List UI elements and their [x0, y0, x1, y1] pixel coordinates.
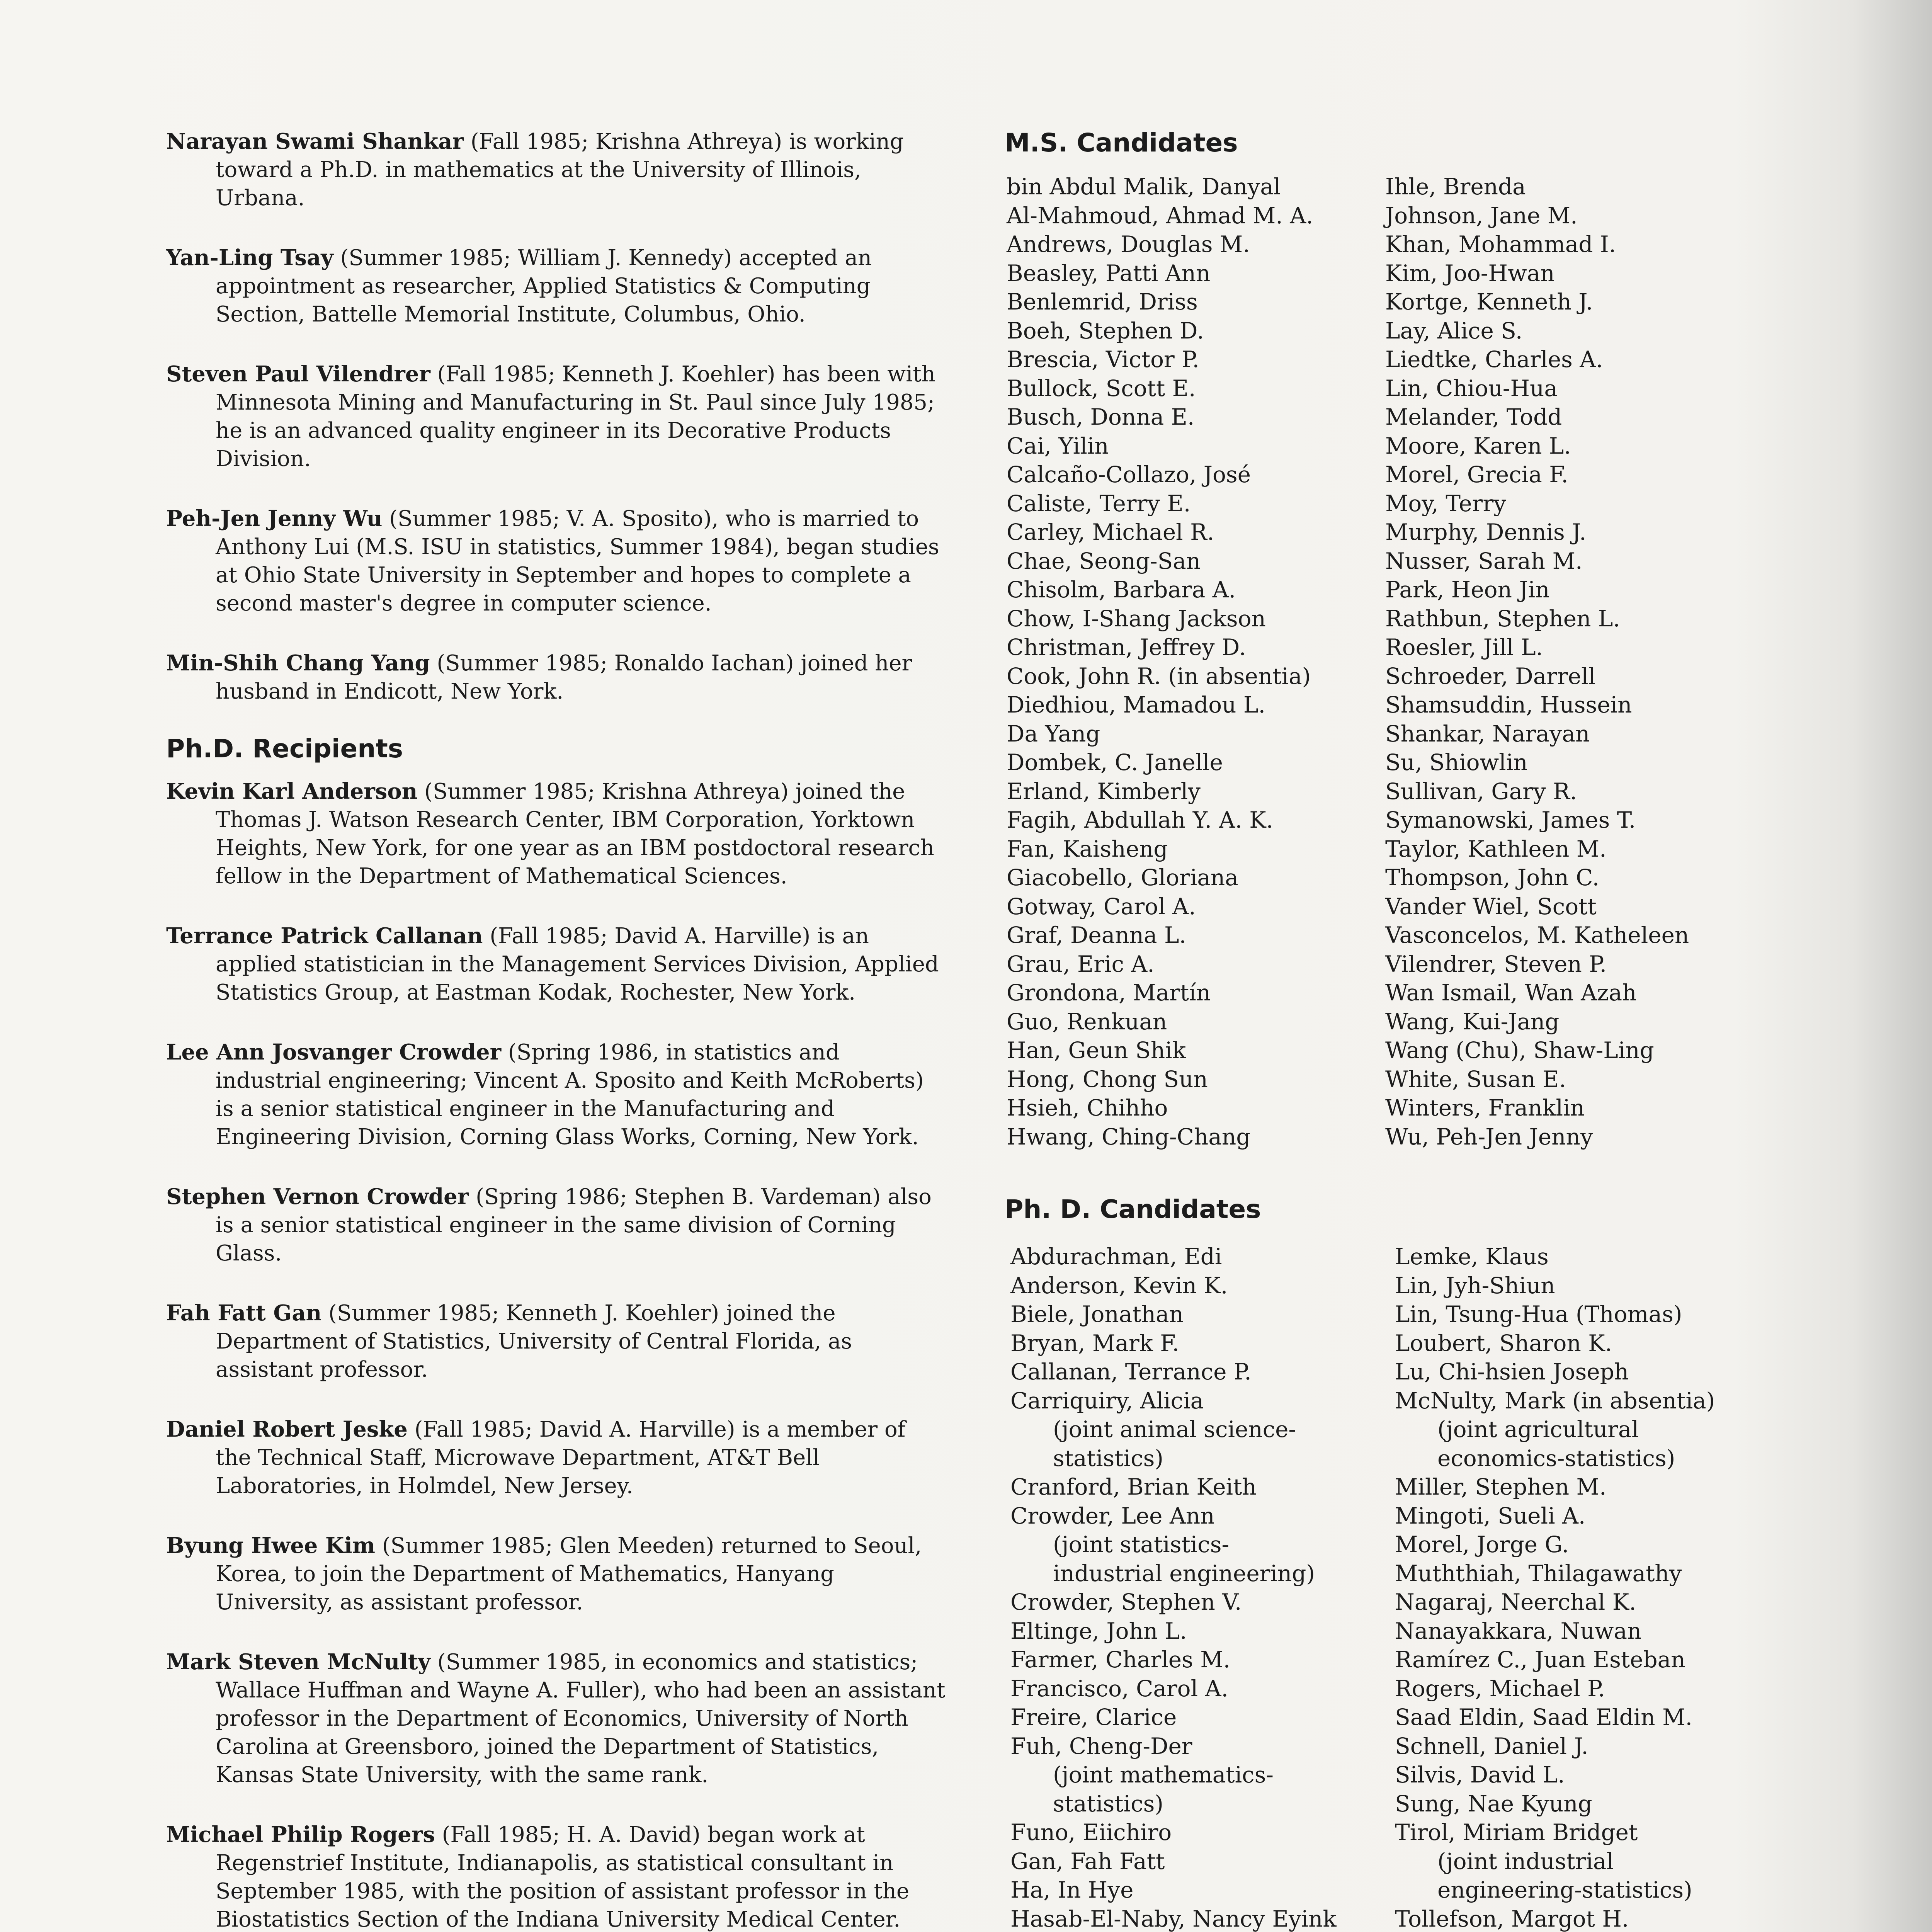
candidate-name: Hsieh, Chihho [1007, 1095, 1168, 1121]
candidate-note: (joint statistics- [1053, 1531, 1230, 1558]
candidate-name: Su, Shiowlin [1385, 749, 1528, 776]
candidate-note: (joint industrial [1437, 1848, 1614, 1874]
candidate-name: Chow, I-Shang Jackson [1007, 605, 1266, 632]
bio-entry [166, 649, 947, 706]
candidate-name: Vilendrer, Steven P. [1385, 951, 1607, 977]
candidate-name: Crowder, Lee Ann [1010, 1502, 1215, 1529]
candidate-name: Cook, John R. (in absentia) [1007, 663, 1311, 689]
bio-entry [166, 360, 947, 473]
candidate-name: Wang (Chu), Shaw-Ling [1385, 1037, 1654, 1063]
bio-text: (Summer 1985, in economics and statistics; Wallace Huffman and Wayne A. Fuller), who had been an assistant professor in the Department of Economics, University of North Carolina at Greensboro, joined the Department of Statistics, Kansas State University, with the same rank. [216, 1650, 946, 1787]
candidate-name: Bullock, Scott E. [1007, 375, 1196, 401]
ms-candidates-list-right [1385, 172, 1689, 1151]
bio-name: Narayan Swami Shankar [166, 129, 464, 154]
bio-name: Min-Shih Chang Yang [166, 650, 430, 676]
candidate-name: Ramírez C., Juan Esteban [1395, 1646, 1685, 1673]
candidate-name: Nusser, Sarah M. [1385, 548, 1583, 574]
candidate-name: Caliste, Terry E. [1007, 490, 1191, 517]
bio-text: (Summer 1985; Krishna Athreya) joined the Thomas J. Watson Research Center, IBM Corporation, Yorktown Heights, New York, for one year as an IBM postdoctoral research fellow in the Department of Mathematical Sciences. [216, 779, 934, 889]
candidate-name: Muththiah, Thilagawathy [1395, 1560, 1682, 1587]
candidate-name: Moy, Terry [1385, 490, 1506, 517]
candidate-name: Rathbun, Stephen L. [1385, 605, 1620, 632]
candidate-name: Wu, Peh-Jen Jenny [1385, 1123, 1593, 1150]
candidate-name: Han, Geun Shik [1007, 1037, 1186, 1063]
candidate-name: Freire, Clarice [1010, 1704, 1177, 1730]
candidate-name: Lemke, Klaus [1395, 1243, 1549, 1270]
candidate-name: Crowder, Stephen V. [1010, 1589, 1242, 1615]
bio-name: Yan-Ling Tsay [166, 245, 333, 270]
candidate-name: Mingoti, Sueli A. [1395, 1502, 1586, 1529]
candidate-name: Murphy, Dennis J. [1385, 519, 1587, 545]
bio-name: Byung Hwee Kim [166, 1533, 376, 1558]
candidate-name: Gan, Fah Fatt [1010, 1848, 1165, 1874]
bio-text: (Spring 1986; Stephen B. Vardeman) also is a senior statistical engineer in the same division of Corning Glass. [216, 1184, 932, 1266]
candidate-name: Loubert, Sharon K. [1395, 1330, 1612, 1356]
bio-entry [166, 1415, 947, 1500]
candidate-note: statistics) [1053, 1445, 1164, 1471]
candidate-name: Andrews, Douglas M. [1007, 231, 1250, 257]
candidate-name: Fuh, Cheng-Der [1010, 1733, 1192, 1759]
bio-entry [166, 777, 947, 890]
phd-recipient-entries [166, 777, 947, 1932]
candidate-name: Lin, Jyh-Shiun [1395, 1272, 1555, 1299]
candidate-note: (joint agricultural [1437, 1416, 1639, 1442]
candidate-name: Schnell, Daniel J. [1395, 1733, 1588, 1759]
candidate-name: Winters, Franklin [1385, 1095, 1585, 1121]
candidate-name: Nanayakkara, Nuwan [1395, 1617, 1642, 1644]
candidate-name: Shankar, Narayan [1385, 720, 1590, 747]
candidate-name: Hasab-El-Naby, Nancy Eyink [1010, 1905, 1337, 1932]
bio-entry [166, 244, 947, 328]
candidate-name: Hwang, Ching-Chang [1007, 1123, 1251, 1150]
candidate-note: (joint mathematics- [1053, 1762, 1274, 1788]
candidate-name: Dombek, C. Janelle [1007, 749, 1223, 776]
candidate-name: Biele, Jonathan [1010, 1301, 1184, 1327]
candidate-name: Lin, Chiou-Hua [1385, 375, 1558, 401]
candidate-name: Silvis, David L. [1395, 1762, 1565, 1788]
bio-name: Mark Steven McNulty [166, 1649, 431, 1675]
candidate-name: Morel, Jorge G. [1395, 1531, 1569, 1558]
candidate-note: economics-statistics) [1437, 1445, 1675, 1471]
phd-recipients-heading: Ph.D. Recipients [166, 734, 403, 764]
candidate-name: Anderson, Kevin K. [1010, 1272, 1228, 1299]
bio-entry [166, 1821, 947, 1932]
candidate-name: Diedhiou, Mamadou L. [1007, 692, 1265, 718]
candidate-name: Busch, Donna E. [1007, 404, 1195, 430]
bio-text: (Fall 1985; H. A. David) began work at Regenstrief Institute, Indianapolis, as statistical consultant in September 1985, with the position of assistant professor in the Biostatistics Section of the Indiana University Medical Center. [216, 1822, 910, 1932]
candidate-name: Rogers, Michael P. [1395, 1675, 1605, 1702]
bio-text: (Summer 1985; William J. Kennedy) accepted an appointment as researcher, Applied Statistics & Computing Section, Battelle Memorial Institute, Columbus, Ohio. [216, 245, 872, 327]
candidate-name: bin Abdul Malik, Danyal [1007, 173, 1281, 200]
candidate-name: Kim, Joo-Hwan [1385, 260, 1555, 286]
bio-text: (Summer 1985; V. A. Sposito), who is married to Anthony Lui (M.S. ISU in statistics, Summer 1984), began studies at Ohio State University in September and hopes to complete a second master's degree in computer science. [216, 506, 939, 616]
candidate-name: Melander, Todd [1385, 404, 1562, 430]
candidate-name: Carriquiry, Alicia [1010, 1387, 1204, 1414]
candidate-name: Eltinge, John L. [1010, 1617, 1187, 1644]
bio-text: (Fall 1985; Krishna Athreya) is working toward a Ph.D. in mathematics at the University of Illinois, Urbana. [216, 129, 904, 211]
candidate-name: Ihle, Brenda [1385, 173, 1526, 200]
bio-name: Daniel Robert Jeske [166, 1417, 408, 1442]
candidate-name: Brescia, Victor P. [1007, 346, 1199, 372]
phd-candidates-list-left [1010, 1242, 1337, 1932]
candidate-name: Lu, Chi-hsien Joseph [1395, 1359, 1629, 1385]
candidate-name: Fagih, Abdullah Y. A. K. [1007, 807, 1273, 833]
bio-entry [166, 1183, 947, 1267]
bio-entry [166, 1038, 947, 1151]
bio-text: (Spring 1986, in statistics and industrial engineering; Vincent A. Sposito and Keith McRoberts) is a senior statistical engineer in the Manufacturing and Engineering Division, Corning Glass Works, Corning, New York. [216, 1040, 924, 1150]
candidate-name: Moore, Karen L. [1385, 432, 1571, 459]
candidate-name: Al-Mahmoud, Ahmad M. A. [1007, 202, 1313, 229]
bio-name: Stephen Vernon Crowder [166, 1184, 469, 1209]
candidate-name: Sullivan, Gary R. [1385, 778, 1577, 804]
candidate-name: Lin, Tsung-Hua (Thomas) [1395, 1301, 1682, 1327]
candidate-name: Morel, Grecia F. [1385, 461, 1568, 488]
candidate-name: Tollefson, Margot H. [1395, 1905, 1629, 1932]
bio-entry [166, 1532, 947, 1616]
bio-name: Steven Paul Vilendrer [166, 361, 430, 387]
bio-text: (Summer 1985; Glen Meeden) returned to Seoul, Korea, to join the Department of Mathematics, Hanyang University, as assistant professor. [216, 1533, 922, 1615]
candidate-name: White, Susan E. [1385, 1066, 1566, 1092]
candidate-note: engineering-statistics) [1437, 1877, 1692, 1903]
bio-name: Peh-Jen Jenny Wu [166, 506, 383, 531]
left-column [166, 128, 947, 1932]
bio-text: (Fall 1985; David A. Harville) is an applied statistician in the Management Services Division, Applied Statistics Group, at Eastman Kodak, Rochester, New York. [216, 923, 939, 1005]
candidate-name: Saad Eldin, Saad Eldin M. [1395, 1704, 1692, 1730]
candidate-name: Symanowski, James T. [1385, 807, 1636, 833]
candidate-name: Cranford, Brian Keith [1010, 1474, 1257, 1500]
candidate-name: Wang, Kui-Jang [1385, 1008, 1560, 1035]
phd-candidates-list-right [1395, 1242, 1720, 1932]
candidate-name: Liedtke, Charles A. [1385, 346, 1603, 372]
ms-candidates-list-left [1007, 172, 1313, 1151]
candidate-name: Cai, Yilin [1007, 432, 1109, 459]
candidate-name: Gotway, Carol A. [1007, 893, 1196, 920]
candidate-name: McNulty, Mark (in absentia) [1395, 1387, 1715, 1414]
candidate-name: Khan, Mohammad I. [1385, 231, 1616, 257]
candidate-name: Grondona, Martín [1007, 980, 1211, 1006]
candidate-name: Guo, Renkuan [1007, 1008, 1167, 1035]
candidate-name: Taylor, Kathleen M. [1385, 835, 1607, 862]
candidate-name: Vasconcelos, M. Katheleen [1385, 922, 1689, 948]
candidate-name: Erland, Kimberly [1007, 778, 1201, 804]
bio-text: (Fall 1985; Kenneth J. Koehler) has been with Minnesota Mining and Manufacturing in St. Paul since July 1985; he is an advanced quality engineer in its Decorative Products Division. [216, 362, 935, 471]
candidate-name: Abdurachman, Edi [1010, 1243, 1222, 1270]
candidate-note: statistics) [1053, 1790, 1164, 1817]
candidate-name: Shamsuddin, Hussein [1385, 692, 1632, 718]
candidate-name: Nagaraj, Neerchal K. [1395, 1589, 1636, 1615]
candidate-note: (joint animal science- [1053, 1416, 1296, 1442]
bio-name: Fah Fatt Gan [166, 1300, 322, 1326]
candidate-name: Funo, Eiichiro [1010, 1819, 1172, 1845]
candidate-name: Tirol, Miriam Bridget [1395, 1819, 1638, 1845]
candidate-name: Schroeder, Darrell [1385, 663, 1596, 689]
bio-text: (Summer 1985; Kenneth J. Koehler) joined the Department of Statistics, University of Central Florida, as assistant professor. [216, 1301, 852, 1382]
candidate-name: Chisolm, Barbara A. [1007, 577, 1236, 603]
candidate-name: Hong, Chong Sun [1007, 1066, 1208, 1092]
bio-entry [166, 128, 947, 212]
candidate-name: Giacobello, Gloriana [1007, 864, 1238, 891]
ms-candidates-heading: M.S. Candidates [1005, 128, 1238, 158]
candidate-name: Francisco, Carol A. [1010, 1675, 1228, 1702]
bio-entry [166, 1648, 947, 1789]
candidate-name: Calcaño-Collazo, José [1007, 461, 1251, 488]
candidate-name: Ha, In Hye [1010, 1877, 1134, 1903]
bio-name: Lee Ann Josvanger Crowder [166, 1039, 502, 1065]
candidate-name: Carley, Michael R. [1007, 519, 1214, 545]
bio-text: (Fall 1985; David A. Harville) is a member of the Technical Staff, Microwave Department, AT&T Bell Laboratories, in Holmdel, New Jersey. [216, 1417, 906, 1498]
bio-name: Terrance Patrick Callanan [166, 923, 483, 949]
candidate-name: Christman, Jeffrey D. [1007, 634, 1246, 660]
candidate-name: Kortge, Kenneth J. [1385, 289, 1593, 315]
candidate-name: Benlemrid, Driss [1007, 289, 1198, 315]
candidate-name: Lay, Alice S. [1385, 317, 1523, 344]
candidate-name: Wan Ismail, Wan Azah [1385, 980, 1637, 1006]
candidate-name: Da Yang [1007, 720, 1100, 747]
candidate-name: Fan, Kaisheng [1007, 835, 1168, 862]
candidate-name: Thompson, John C. [1385, 864, 1600, 891]
bio-entry [166, 505, 947, 617]
candidate-note: industrial engineering) [1053, 1560, 1315, 1587]
candidate-name: Johnson, Jane M. [1385, 202, 1578, 229]
candidate-name: Beasley, Patti Ann [1007, 260, 1211, 286]
candidate-name: Roesler, Jill L. [1385, 634, 1543, 660]
phd-candidates-heading: Ph. D. Candidates [1005, 1194, 1261, 1224]
candidate-name: Vander Wiel, Scott [1385, 893, 1597, 920]
candidate-name: Bryan, Mark F. [1010, 1330, 1179, 1356]
candidate-name: Boeh, Stephen D. [1007, 317, 1204, 344]
graduate-entries [166, 128, 947, 706]
candidate-name: Chae, Seong-San [1007, 548, 1201, 574]
candidate-name: Miller, Stephen M. [1395, 1474, 1607, 1500]
bio-text: (Summer 1985; Ronaldo Iachan) joined her husband in Endicott, New York. [216, 651, 912, 704]
candidate-name: Park, Heon Jin [1385, 577, 1550, 603]
bio-name: Kevin Karl Anderson [166, 779, 418, 804]
bio-entry [166, 1299, 947, 1384]
candidate-name: Graf, Deanna L. [1007, 922, 1186, 948]
bio-name: Michael Philip Rogers [166, 1822, 435, 1847]
candidate-name: Callanan, Terrance P. [1010, 1359, 1252, 1385]
candidate-name: Sung, Nae Kyung [1395, 1790, 1592, 1817]
bio-entry [166, 922, 947, 1007]
candidate-name: Farmer, Charles M. [1010, 1646, 1231, 1673]
candidate-name: Grau, Eric A. [1007, 951, 1155, 977]
